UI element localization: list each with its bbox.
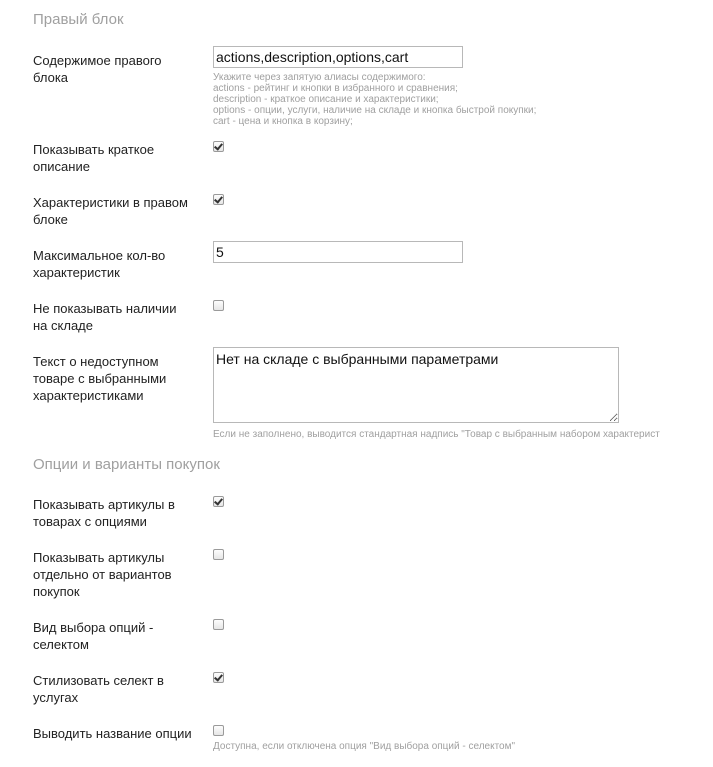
sku-with-options-checkbox[interactable] bbox=[213, 496, 224, 507]
sku-separately-checkbox[interactable] bbox=[213, 549, 224, 560]
sku-with-options-label: Показывать артикулы в товарах с опциями bbox=[33, 497, 175, 529]
options-select-label: Вид выбора опций - селектом bbox=[33, 620, 154, 652]
features-right-checkbox[interactable] bbox=[213, 194, 224, 205]
hide-stock-checkbox[interactable] bbox=[213, 300, 224, 311]
style-select-checkbox[interactable] bbox=[213, 672, 224, 683]
hint-line: options - опции, услуги, наличие на складе и кнопка быстрой покупки; bbox=[213, 105, 537, 116]
option-name-label: Выводить название опции bbox=[33, 726, 192, 741]
section-title-right-block: Правый блок bbox=[33, 11, 124, 28]
content-label: Содержимое правого блока bbox=[33, 53, 162, 85]
unavailable-text-textarea[interactable] bbox=[213, 347, 619, 423]
short-description-checkbox[interactable] bbox=[213, 141, 224, 152]
option-name-hint: Доступна, если отключена опция "Вид выбора опций - селектом" bbox=[213, 741, 516, 752]
max-features-input[interactable] bbox=[213, 241, 463, 263]
sku-separately-label: Показывать артикулы отдельно от вариантов покупок bbox=[33, 550, 172, 599]
max-features-label: Максимальное кол-во характеристик bbox=[33, 248, 166, 280]
content-hint bbox=[213, 72, 536, 127]
hide-stock-label: Не показывать наличии на складе bbox=[33, 301, 177, 333]
hint-line: actions - рейтинг и кнопки в избранного и сравнения; bbox=[213, 83, 458, 94]
hint-line: Укажите через запятую алиасы содержимого: bbox=[213, 72, 426, 83]
hint-line: description - краткое описание и характеристики; bbox=[213, 94, 439, 105]
section-title-options: Опции и варианты покупок bbox=[33, 456, 220, 473]
options-select-checkbox[interactable] bbox=[213, 619, 224, 630]
option-name-checkbox[interactable] bbox=[213, 725, 224, 736]
unavailable-text-hint: Если не заполнено, выводится стандартная надпись "Товар с выбранным набором характерист bbox=[213, 429, 660, 440]
unavailable-text-label: Текст о недоступном товаре с выбранными характеристиками bbox=[33, 354, 167, 403]
short-description-label: Показывать краткое описание bbox=[33, 142, 155, 174]
style-select-label: Стилизовать селект в услугах bbox=[33, 673, 164, 705]
content-input[interactable] bbox=[213, 46, 463, 68]
hint-line: cart - цена и кнопка в корзину; bbox=[213, 116, 353, 127]
features-right-label: Характеристики в правом блоке bbox=[33, 195, 188, 227]
